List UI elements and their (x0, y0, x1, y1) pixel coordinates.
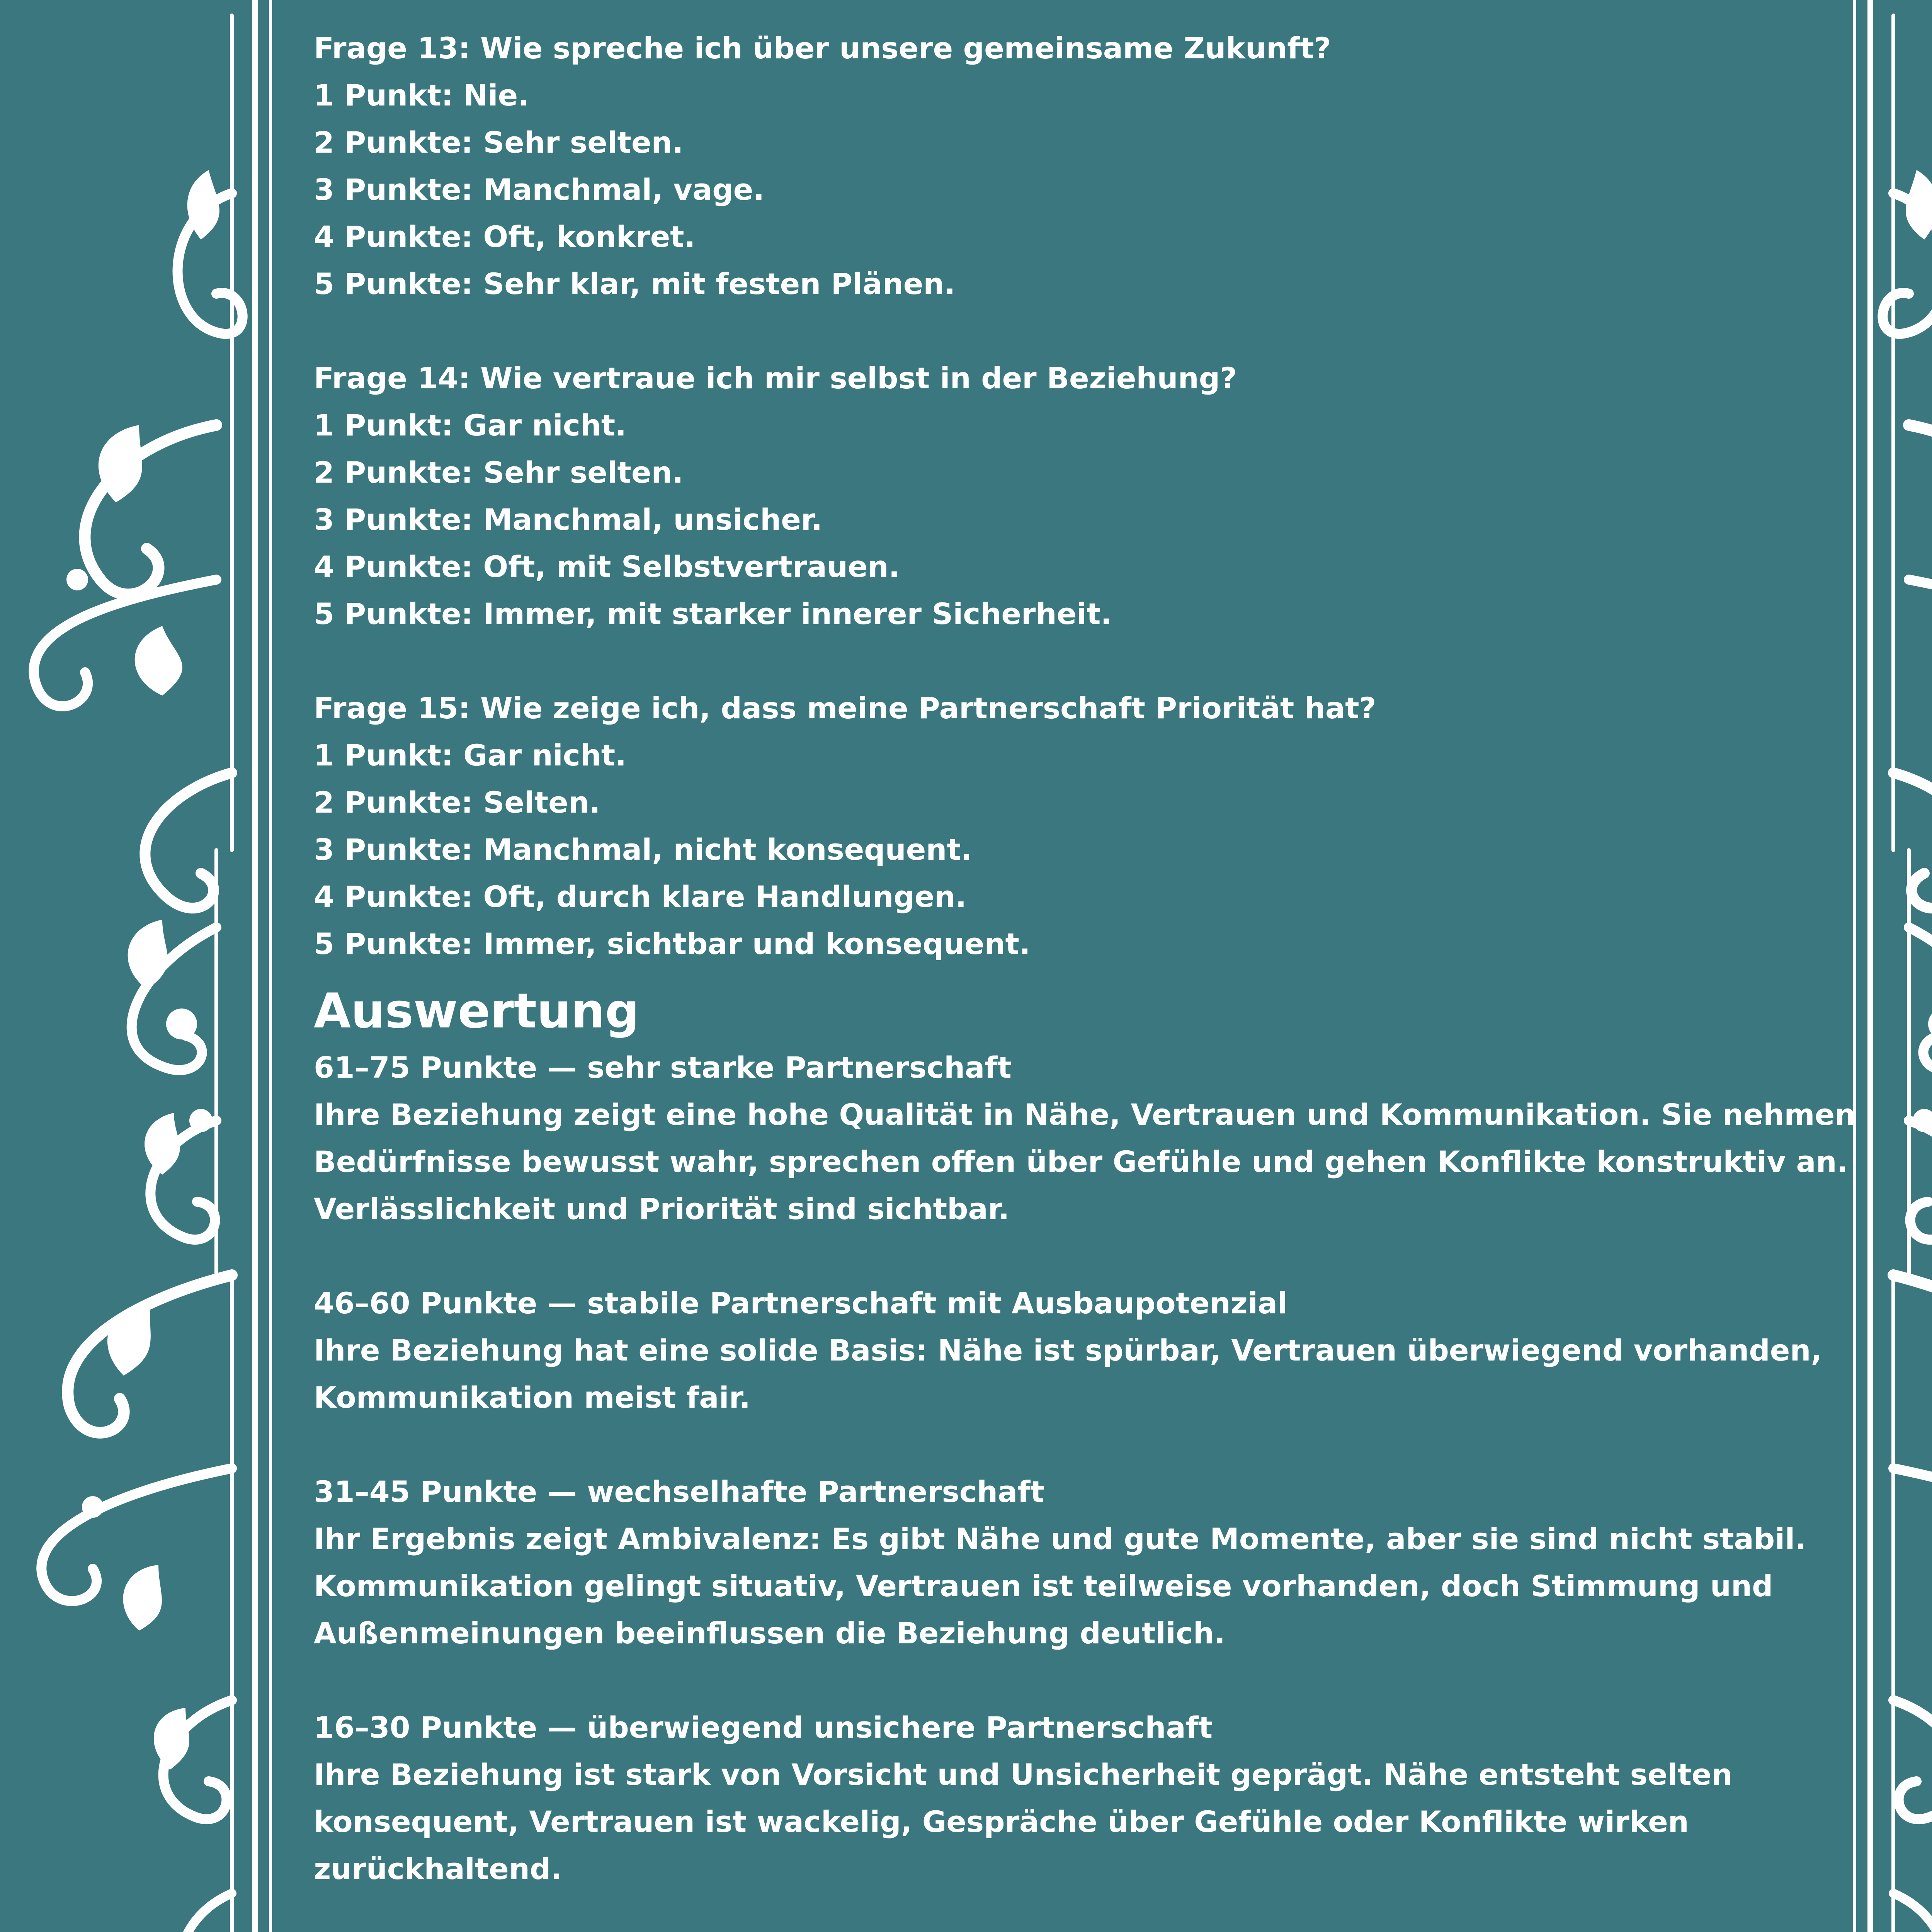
evaluation-heading: Auswertung (314, 983, 639, 1039)
result-title: 31–45 Punkte — wechselhafte Partnerschaft (314, 1475, 1044, 1509)
question-13 (314, 25, 1921, 308)
result-31-45 (314, 1468, 1921, 1657)
result-description: Ihre Beziehung hat eine solide Basis: Nähe ist spürbar, Vertrauen überwiegend vorhanden, Kommunikation meist fair. (314, 1333, 1822, 1415)
question-title: Frage 15: Wie zeige ich, dass meine Partnerschaft Priorität hat? (314, 691, 1376, 725)
result-16-30 (314, 1704, 1921, 1893)
question-title: Frage 14: Wie vertraue ich mir selbst in der Beziehung? (314, 361, 1237, 395)
result-title: 61–75 Punkte — sehr starke Partnerschaft (314, 1050, 1012, 1085)
answer-option: 4 Punkte: Oft, konkret. (314, 219, 696, 254)
answer-option: 3 Punkte: Manchmal, nicht konsequent. (314, 832, 972, 867)
result-description: Ihre Beziehung ist stark von Vorsicht und Unsicherheit geprägt. Nähe entsteht selten konsequent, Vertrauen ist wackelig, Gespräche über Gefühle oder Konflikte wirken zurückhaltend. (314, 1757, 1733, 1886)
answer-option: 1 Punkt: Gar nicht. (314, 738, 627, 772)
answer-option: 3 Punkte: Manchmal, unsicher. (314, 502, 823, 537)
result-61-75 (314, 1044, 1921, 1233)
answer-option: 1 Punkt: Nie. (314, 78, 529, 112)
question-title: Frage 13: Wie spreche ich über unsere gemeinsame Zukunft? (314, 31, 1331, 65)
answer-option: 1 Punkt: Gar nicht. (314, 408, 627, 442)
answer-option: 4 Punkte: Oft, durch klare Handlungen. (314, 879, 967, 914)
answer-option: 3 Punkte: Manchmal, vage. (314, 172, 765, 207)
question-15 (314, 685, 1921, 968)
answer-option: 2 Punkte: Sehr selten. (314, 455, 684, 490)
question-14 (314, 355, 1921, 638)
result-title: 46–60 Punkte — stabile Partnerschaft mit Ausbaupotenzial (314, 1286, 1288, 1320)
answer-option: 4 Punkte: Oft, mit Selbstvertrauen. (314, 549, 900, 584)
answer-option: 5 Punkte: Immer, mit starker innerer Sicherheit. (314, 597, 1112, 631)
result-description: Ihre Beziehung zeigt eine hohe Qualität in Nähe, Vertrauen und Kommunikation. Sie nehmen Bedürfnisse bewusst wahr, sprechen offen über Gefühle und gehen Konflikte konstruktiv an. Verlässlichkeit und Priorität sind sichtbar. (314, 1097, 1856, 1226)
left-floral-ornament (0, 0, 317, 1932)
answer-option: 5 Punkte: Immer, sichtbar und konsequent. (314, 927, 1031, 961)
floral-scroll-icon (0, 0, 317, 1932)
answer-option: 2 Punkte: Sehr selten. (314, 125, 684, 160)
result-title: 16–30 Punkte — überwiegend unsichere Partnerschaft (314, 1710, 1213, 1745)
quiz-content (314, 25, 1921, 1932)
answer-option: 2 Punkte: Selten. (314, 785, 600, 820)
answer-option: 5 Punkte: Sehr klar, mit festen Plänen. (314, 267, 956, 301)
result-46-60 (314, 1280, 1921, 1421)
result-description: Ihr Ergebnis zeigt Ambivalenz: Es gibt Nähe und gute Momente, aber sie sind nicht stabil. Kommunikation gelingt situativ, Vertrauen ist teilweise vorhanden, doch Stimmung und Außenmeinungen beeinflussen die Beziehung deutlich. (314, 1522, 1806, 1650)
